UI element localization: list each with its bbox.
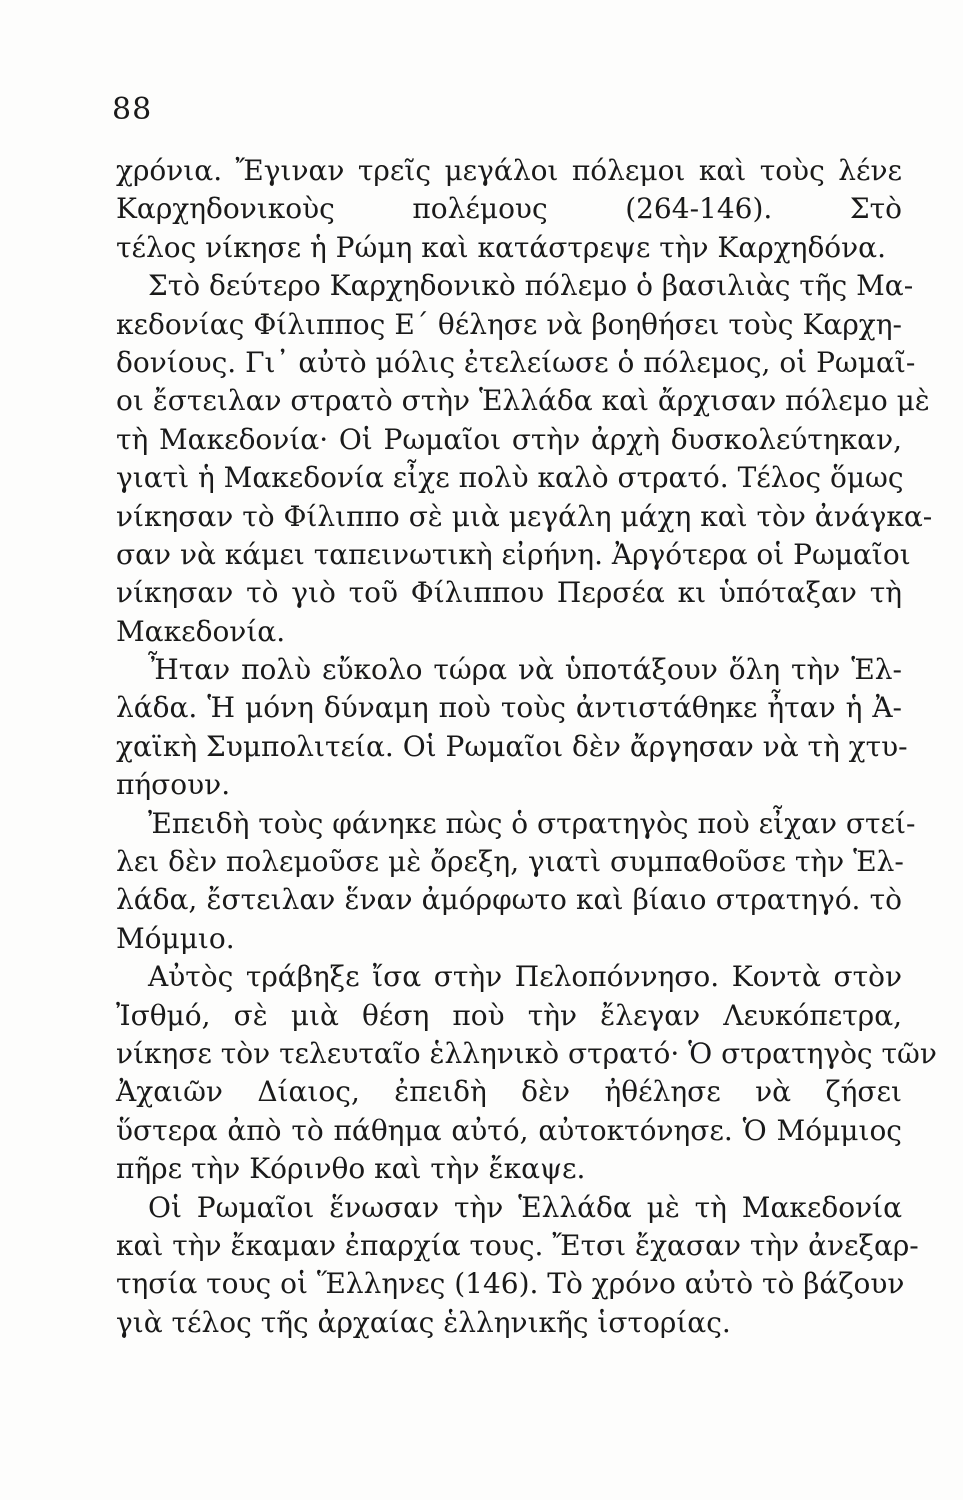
text-line: νίκησαν τὸ Φίλιππο σὲ μιὰ μεγάλη μάχη καὶ τὸν ἀνάγκα- [116, 499, 933, 533]
text-line: τησία τους οἱ Ἕλληνες (146). Τὸ χρόνο αὐτὸ τὸ βάζουν [116, 1267, 905, 1301]
text-line: πήσουν. [116, 768, 231, 802]
text-line: νίκησε τὸν τελευταῖο ἑλληνικὸ στρατό· Ὁ στρατηγὸς τῶν [116, 1036, 937, 1070]
text-line: Οἱ Ρωμαῖοι ἕνωσαν τὴν Ἑλλάδα μὲ τὴ Μακεδονία [148, 1190, 902, 1224]
text-line: οι ἔστειλαν στρατὸ στὴν Ἑλλάδα καὶ ἄρχισαν πόλεμο μὲ [116, 384, 930, 418]
text-line: πῆρε τὴν Κόρινθο καὶ τὴν ἔκαψε. [116, 1152, 586, 1186]
body-text [116, 152, 937, 1342]
text-line: νίκησαν τὸ γιὸ τοῦ Φίλιππου Περσέα κι ὑπόταξαν τὴ [116, 576, 902, 610]
text-line: Ἰσθμό, σὲ μιὰ θέση ποὺ τὴν ἔλεγαν Λευκόπετρα, [116, 998, 902, 1032]
text-line: χαϊκὴ Συμπολιτεία. Οἱ Ρωμαῖοι δὲν ἄργησαν νὰ τὴ χτυ- [116, 729, 908, 763]
text-line: Ἀχαιῶν Δίαιος, ἐπειδὴ δὲν ἠθέλησε νὰ ζήσει [116, 1075, 902, 1109]
text-line: Αὐτὸς τράβηξε ἴσα στὴν Πελοπόννησο. Κοντὰ στὸν [148, 960, 902, 994]
text-line: γιατὶ ἡ Μακεδονία εἶχε πολὺ καλὸ στρατό. Τέλος ὅμως [116, 461, 904, 495]
text-line: Μακεδονία. [116, 614, 286, 648]
text-line: καὶ τὴν ἔκαμαν ἐπαρχία τους. Ἔτσι ἔχασαν τὴν ἀνεξαρ- [116, 1228, 919, 1262]
text-line: τὴ Μακεδονία· Οἱ Ρωμαῖοι στὴν ἀρχὴ δυσκολεύτηκαν, [116, 422, 902, 456]
text-line: Μόμμιο. [116, 921, 235, 955]
text-line: τέλος νίκησε ἡ Ρώμη καὶ κατάστρεψε τὴν Καρχηδόνα. [116, 230, 886, 264]
text-line: Καρχηδονικοὺς πολέμους (264-146). Στὸ [116, 192, 902, 226]
text-line: λάδα. Ἡ μόνη δύναμη ποὺ τοὺς ἀντιστάθηκε ἦταν ἡ Ἀ- [116, 691, 902, 725]
text-line: χρόνια. Ἔγιναν τρεῖς μεγάλοι πόλεμοι καὶ τοὺς λένε [116, 154, 902, 187]
text-line: λάδα, ἔστειλαν ἕναν ἀμόρφωτο καὶ βίαιο στρατηγό. τὸ [116, 883, 902, 917]
text-line: κεδονίας Φίλιππος Ε΄ θέλησε νὰ βοηθήσει τοὺς Καρχη- [116, 307, 902, 341]
text-line: Ἦταν πολὺ εὔκολο τώρα νὰ ὑποτάξουν ὅλη τὴν Ἑλ- [148, 653, 902, 687]
page-number: 88 [112, 92, 153, 127]
text-line: γιὰ τέλος τῆς ἀρχαίας ἑλληνικῆς ἱστορίας. [116, 1305, 731, 1339]
text-line: δονίους. Γι᾿ αὐτὸ μόλις ἐτελείωσε ὁ πόλεμος, οἱ Ρωμαῖ- [116, 345, 916, 379]
text-line: σαν νὰ κάμει ταπεινωτικὴ εἰρήνη. Ἀργότερα οἱ Ρωμαῖοι [116, 537, 911, 571]
text-line: ὕστερα ἀπὸ τὸ πάθημα αὐτό, αὐτοκτόνησε. Ὁ Μόμμιος [116, 1113, 902, 1147]
text-line: λει δὲν πολεμοῦσε μὲ ὄρεξη, γιατὶ συμπαθοῦσε τὴν Ἑλ- [116, 845, 904, 879]
text-line: Ἐπειδὴ τοὺς φάνηκε πὼς ὁ στρατηγὸς ποὺ εἶχαν στεί- [148, 806, 916, 840]
text-line: Στὸ δεύτερο Καρχηδονικὸ πόλεμο ὁ βασιλιὰς τῆς Μα- [148, 269, 914, 303]
